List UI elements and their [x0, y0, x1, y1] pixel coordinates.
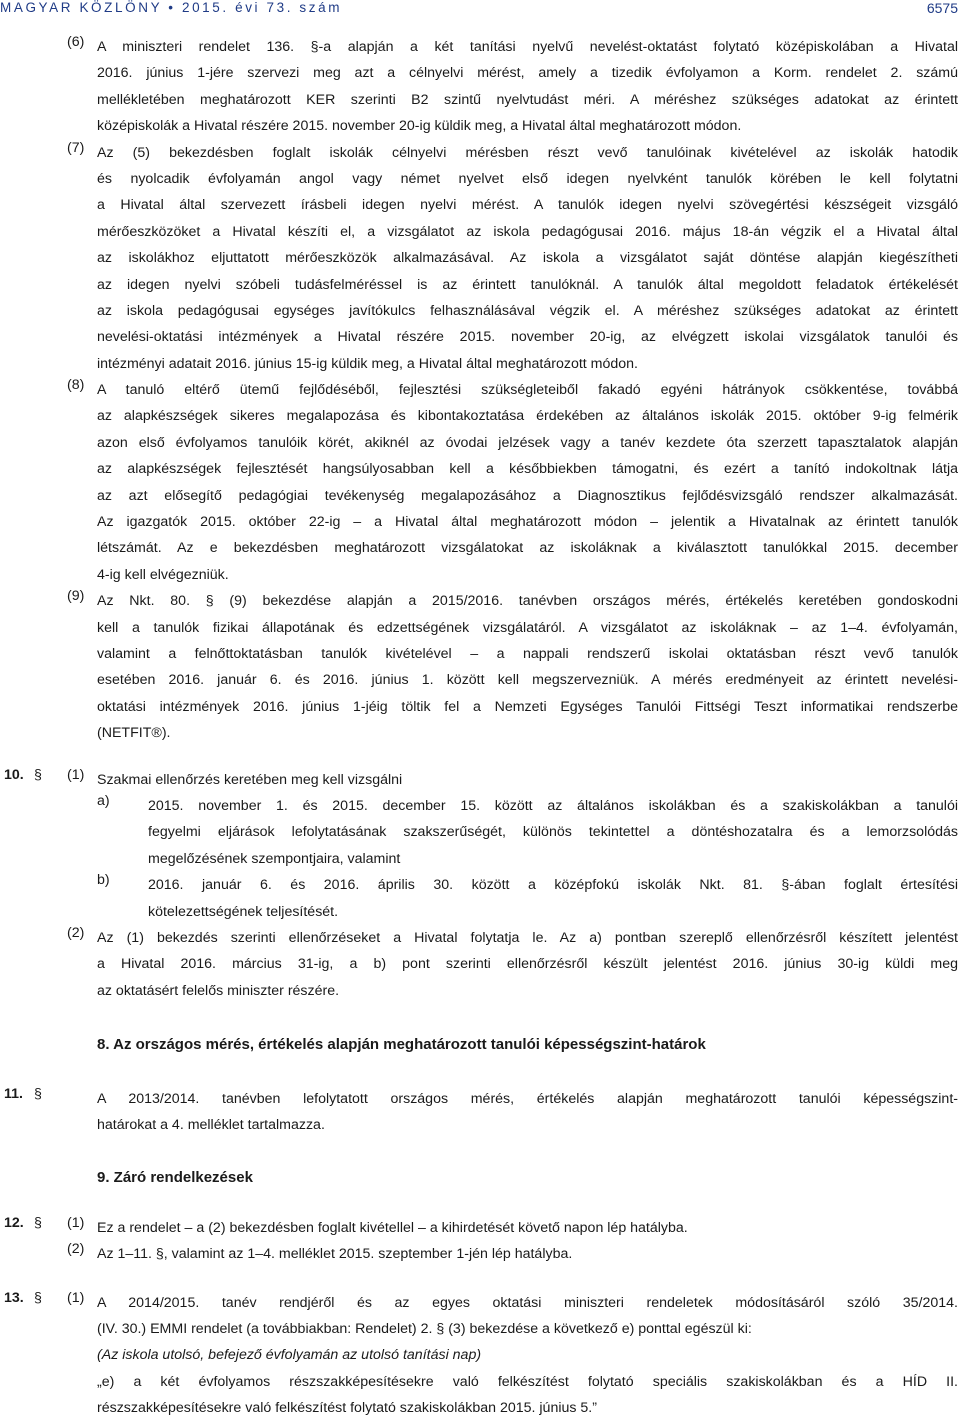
text-line: Az 1–11. §, valamint az 1–4. melléklet 2015. szeptember 1-jén lép hatályba.	[97, 1246, 573, 1263]
section-sign: §	[34, 1289, 42, 1306]
text-line: Ez a rendelet – a (2) bekezdésben foglalt kivétellel – a kihirdetését követő napon lép hatályba.	[97, 1219, 688, 1236]
section-number: 12.	[4, 1214, 24, 1231]
text-line: valamint a felnőttoktatásban tanulók kivételével – a nappali rendszerű iskolai oktatásban részt vevő tanulók	[97, 645, 958, 662]
section-sign: §	[34, 766, 42, 783]
italic-context-line: (Az iskola utolsó, befejező évfolyamán az utolsó tanítási nap)	[97, 1347, 482, 1364]
text-line: Szakmai ellenőrzés keretében meg kell vizsgálni	[97, 771, 403, 788]
paragraph-number: (8)	[67, 377, 85, 394]
chapter-heading: 9. Záró rendelkezések	[97, 1168, 253, 1186]
section-10	[0, 767, 960, 1005]
text-line: Az (5) bekezdésben foglalt iskolák célnyelvi mérésben részt vevő tanulóinak kivételével az iskolák hatodik	[97, 144, 958, 161]
text-line: A tanuló eltérő ütemű fejlődéséből, fejlesztési szükségleteiből fakadó egyéni hátrányok csökkentése, továbbá	[97, 382, 958, 399]
chapter-heading: 8. Az országos mérés, értékelés alapján meghatározott tanulói képességszint-határok	[97, 1036, 706, 1054]
text-line: 2015. november 1. és 2015. december 15. között az általános iskolákban és a szakiskolákban a tanulói	[148, 797, 958, 814]
text-line: intézményi adatait 2016. június 15-ig küldik meg, a Hivatal által meghatározott módon.	[97, 355, 639, 372]
text-line: az idegen nyelvi szóbeli tudásfelméréssel is az érintett tanulóknál. A tanulók által megoldott feladatok értékelését	[97, 276, 958, 293]
text-line: mellékletében meghatározott KER szerinti B2 szintű nyelvtudást méri. A méréshez szükséges adatokat az érintett	[97, 91, 958, 108]
text-line: nevelési-oktatási intézmények a Hivatal részére 2015. november 20-ig, az elvégzett iskolai vizsgálatok tanulói és	[97, 329, 958, 346]
text-line: az iskola pedagógusai egységes javítókulcs felhasználásával végzik el. A méréshez szükséges adatokat az érintett	[97, 302, 958, 319]
text-line: kell a tanulók fizikai állapotának és edzettségének vizsgálatáról. A vizsgálatot az iskoláknak – az 1–4. évfolyamán,	[97, 619, 958, 636]
text-line: esetében 2016. január 6. és 2016. június 1. között kell megszervezniük. A mérés eredményeit az érintett nevelési-	[97, 672, 958, 689]
section-number: 10.	[4, 766, 24, 783]
paragraph-6	[0, 34, 960, 140]
text-line: kötelezettségének teljesítését.	[148, 903, 339, 920]
section-number: 13.	[4, 1289, 24, 1306]
paragraph-number: (1)	[67, 1289, 85, 1306]
text-line: és nyolcadik évfolyamán angol vagy német nyelvet első idegen nyelvként tanulók körében le kell folytatni	[97, 170, 958, 187]
text-line: határokat a 4. melléklet tartalmazza.	[97, 1117, 325, 1134]
text-line: Az (1) bekezdés szerinti ellenőrzéseket a Hivatal folytatja le. Az a) pontban szereplő ellenőrzésről készített jelentést	[97, 929, 958, 946]
text-line: a Hivatal által szervezett írásbeli idegen nyelvi mérést. A tanulók idegen nyelvi szövegértési készségeit vizsgáló	[97, 197, 958, 214]
point-label: a)	[97, 792, 110, 809]
paragraph-number: (1)	[67, 1214, 85, 1231]
text-line: azon első évfolyamos tanulóik körét, akiknél az óvodai jelzések vagy a tanév kezdete óta szerzett tapasztalatok alapján	[97, 434, 958, 451]
paragraph-number: (2)	[67, 924, 85, 941]
text-line: (IV. 30.) EMMI rendelet (a továbbiakban: Rendelet) 2. § (3) bekezdése a következő e) ponttal egészül ki:	[97, 1321, 752, 1338]
paragraph-7	[0, 140, 960, 378]
text-line: A 2014/2015. tanév rendjéről és az egyes oktatási miniszteri rendeletek módosításáról szóló 35/2014.	[97, 1294, 958, 1311]
page-number: 6575	[926, 0, 958, 16]
text-line: fegyelmi eljárások lefolytatásának szakszerűségét, különös tekintettel a döntéshozatalra és a lemorzsolódás	[148, 824, 958, 841]
section-number: 11.	[4, 1086, 23, 1103]
text-line: oktatási intézmények 2016. június 1-jéig töltik fel a Nemzeti Egységes Tanulói Fittségi Teszt informatikai rendszerbe	[97, 698, 958, 715]
text-line: megelőzésének szempontjaira, valamint	[148, 850, 401, 867]
text-line: az iskolákhoz eljuttatott mérőeszközök alkalmazásával. Az iskola a vizsgálatot saját döntése alapján kiegészítheti	[97, 250, 958, 267]
text-line: létszámát. Az e bekezdésben meghatározott vizsgálatokat az iskoláknak a kiválasztott tanulókkal 2015. december	[97, 540, 958, 557]
text-line: a Hivatal 2016. március 31-ig, a b) pont szerinti ellenőrzésről készült jelentést 2016. június 30-ig küldi meg	[97, 956, 958, 973]
paragraph-number: (7)	[67, 139, 85, 156]
text-line: 2016. június 1-jére szervezi meg azt a célnyelvi mérést, amely a tizedik évfolyamon a Korm. rendelet 2. számú	[97, 65, 958, 82]
section-sign: §	[34, 1214, 42, 1231]
page-header	[0, 0, 960, 22]
text-line: 4-ig kell elvégezniük.	[97, 566, 229, 583]
text-line: középiskolák a Hivatal részére 2015. november 20-ig küldik meg, a Hivatal által meghatározott módon.	[97, 118, 742, 135]
text-line: mérőeszközöket a Hivatal készíti el, a vizsgálatot az iskola pedagógusai 2016. május 18-án végzik el a Hivatal által	[97, 223, 958, 240]
paragraph-number: (9)	[67, 588, 85, 605]
journal-title: MAGYAR KÖZLÖNY • 2015. évi 73. szám	[0, 0, 343, 15]
document-body	[0, 34, 960, 1422]
text-line: 2016. január 6. és 2016. április 30. között a középfokú iskolák Nkt. 81. §-ában foglalt értesítési	[148, 877, 958, 894]
text-line: az oktatásért felelős miniszter részére.	[97, 982, 340, 999]
text-line: Az Nkt. 80. § (9) bekezdése alapján a 2015/2016. tanévben országos mérés, értékelés keretében gondoskodni	[97, 593, 958, 610]
text-line: A 2013/2014. tanévben lefolytatott országos mérés, értékelés alapján meghatározott tanulói képességszint-	[97, 1091, 958, 1108]
text-line: Az igazgatók 2015. október 22-ig – a Hivatal által meghatározott módon – jelentik a Hivatalnak az érintett tanulók	[97, 514, 958, 531]
section-12	[0, 1215, 960, 1268]
paragraph-8	[0, 377, 960, 588]
section-11	[0, 1086, 960, 1139]
text-line: részszakképesítésekre való felkészítést folytató szakiskolákban 2015. június 5.”	[97, 1400, 597, 1417]
text-line: A miniszteri rendelet 136. §-a alapján a két tanítási nyelvű nevelést-oktatást folytató középiskolában a Hivatal	[97, 39, 958, 55]
text-line: az alapkészségek sikeres megalapozása és kibontakoztatása érdekében az általános iskolák 2015. október 9-ig felmérik	[97, 408, 958, 425]
text-line: (NETFIT®).	[97, 725, 171, 742]
paragraph-number: (6)	[67, 34, 85, 50]
paragraph-number: (2)	[67, 1241, 85, 1258]
point-label: b)	[97, 872, 110, 889]
paragraph-number: (1)	[67, 766, 85, 783]
text-line: „e) a két évfolyamos részszakképesítésekre való felkészítést folytató speciális szakiskolákban és a HÍD II.	[97, 1373, 958, 1390]
section-sign: §	[34, 1086, 42, 1103]
text-line: az alapkészségek fejlesztését hangsúlyosabban kell a későbbiekben támogatni, és ezért a tanító indokoltnak látja	[97, 461, 958, 478]
paragraph-9	[0, 588, 960, 746]
text-line: az azt elősegítő pedagógiai tevékenység megalapozásához a Diagnosztikus fejlődésvizsgáló rendszer alkalmazását.	[97, 487, 958, 504]
